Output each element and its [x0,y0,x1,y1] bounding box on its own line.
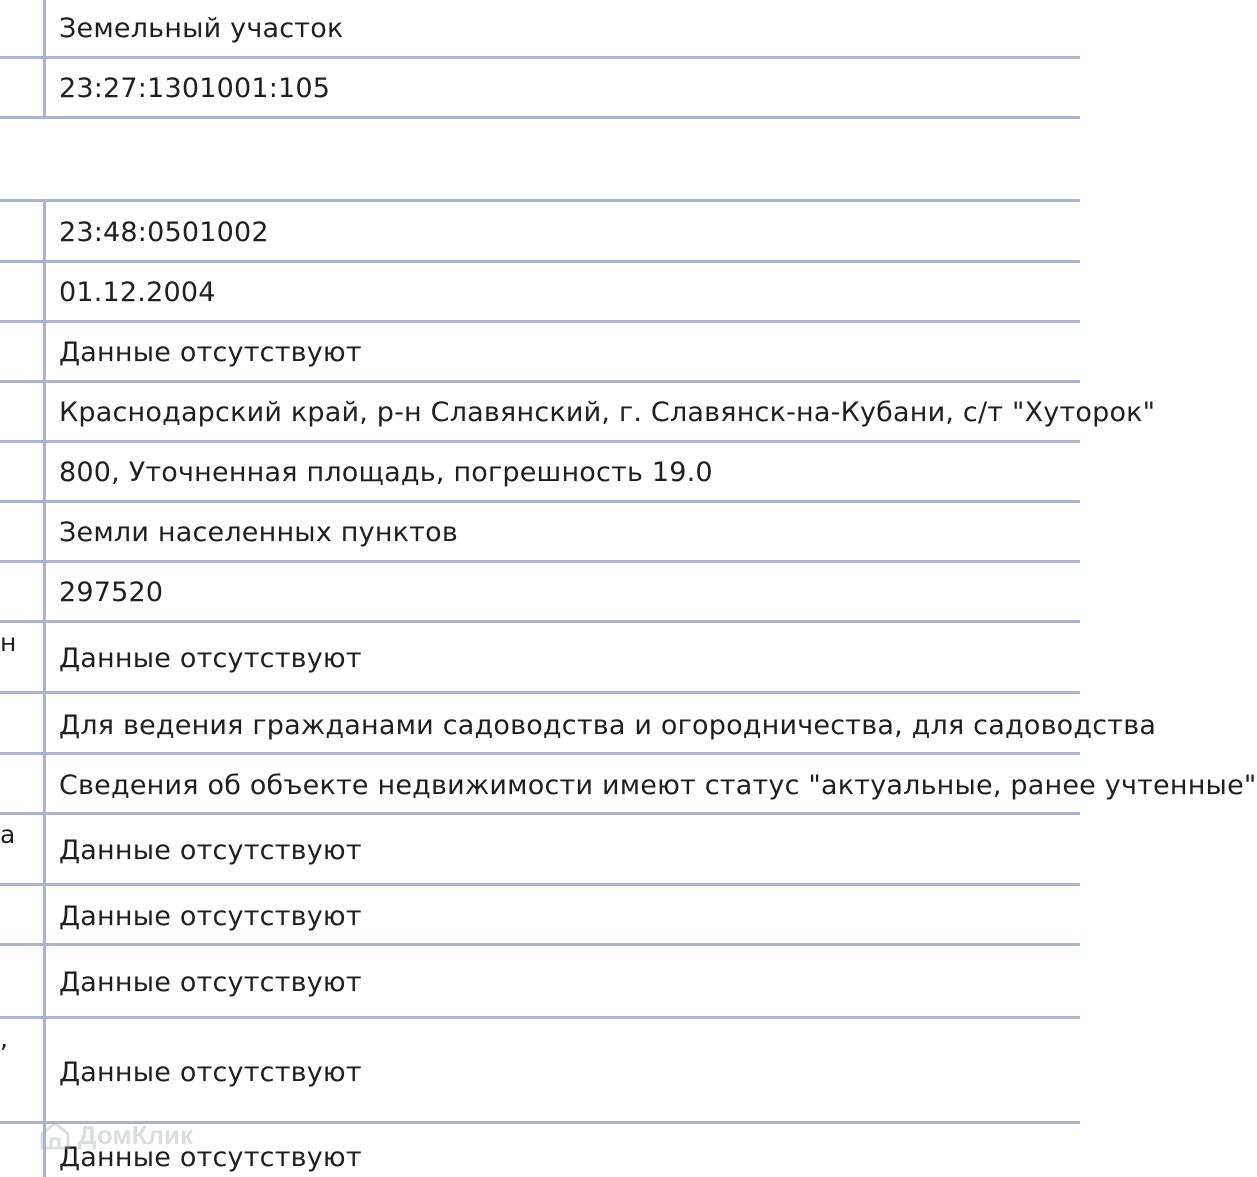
left-label-fragment: а [0,820,16,849]
home-icon [38,1118,72,1152]
row-divider [0,943,1080,946]
value-no-data: Данные отсутствуют [59,835,362,866]
row-divider [0,1016,1080,1019]
row-divider [0,199,1080,202]
row-divider [0,56,1080,59]
row-divider [0,260,1080,263]
value-no-data: Данные отсутствуют [59,1057,362,1088]
value-registration-date: 01.12.2004 [59,277,216,308]
row-divider [0,440,1080,443]
value-no-data: Данные отсутствуют [59,337,362,368]
value-permitted-use: Для ведения гражданами садоводства и огородничества, для садоводства [59,710,1157,741]
value-no-data: Данные отсутствуют [59,967,362,998]
domclick-watermark [38,1118,193,1152]
column-divider [43,199,46,1177]
row-divider [0,500,1080,503]
value-cadastral-cost: 297520 [59,577,164,608]
value-status: Сведения об объекте недвижимости имеют статус "актуальные, ранее учтенные" [59,770,1257,801]
row-divider [0,116,1080,119]
left-label-fragment: , [0,1024,8,1053]
row-divider [0,320,1080,323]
value-cadastral-quarter: 23:48:0501002 [59,217,269,248]
row-divider [0,560,1080,563]
watermark-text: ДомКлик [78,1119,193,1150]
value-area: 800, Уточненная площадь, погрешность 19.0 [59,457,713,488]
value-cadastral-number: 23:27:1301001:105 [59,73,331,104]
left-label-fragment: н [0,628,17,657]
value-no-data: Данные отсутствуют [59,1142,362,1173]
column-divider [43,0,46,117]
row-divider [0,691,1080,694]
row-divider [0,812,1080,815]
value-land-category: Земли населенных пунктов [59,517,458,548]
value-address: Краснодарский край, р-н Славянский, г. Славянск-на-Кубани, с/т "Хуторок" [59,397,1156,428]
row-divider [0,883,1080,886]
row-divider [0,620,1080,623]
value-no-data: Данные отсутствуют [59,901,362,932]
value-no-data: Данные отсутствуют [59,643,362,674]
row-divider [0,752,1080,755]
value-object-type: Земельный участок [59,13,344,44]
row-divider [0,380,1080,383]
